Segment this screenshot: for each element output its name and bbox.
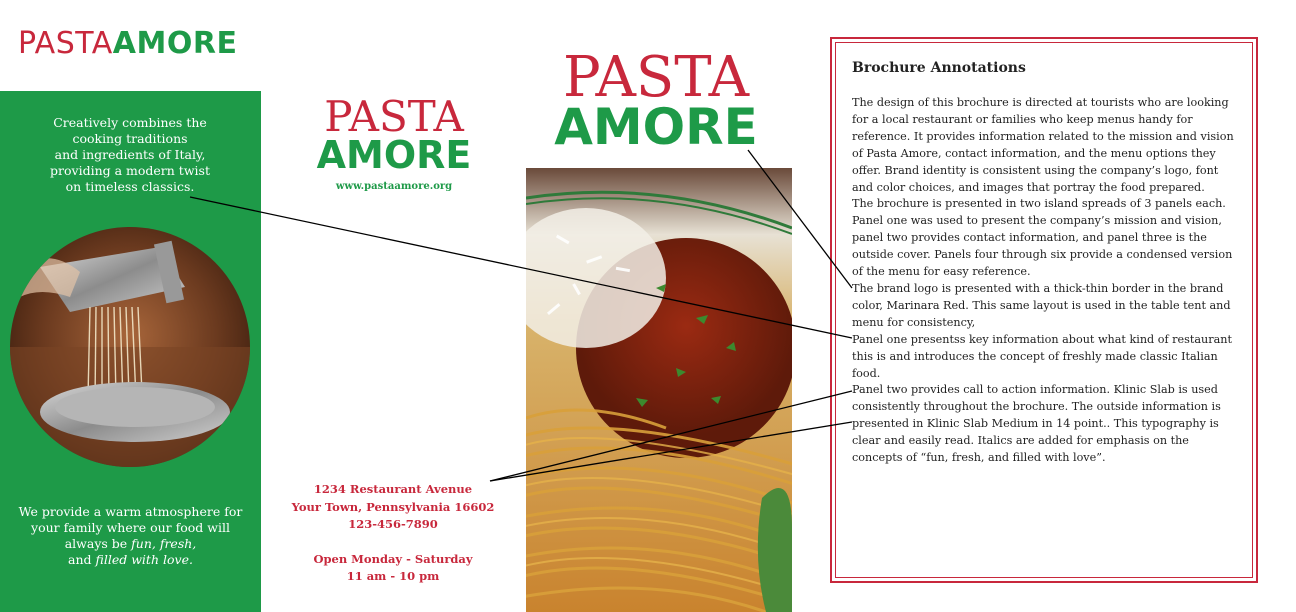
logo-amore-text: AMORE [554,98,758,156]
atmosphere-prefix: and [68,552,96,567]
atmosphere-line: We provide a warm atmosphere for [18,504,243,519]
tagline-line: cooking traditions [72,131,188,146]
atmosphere-emphasis: filled with love. [95,552,193,567]
logo-pasta-text: PASTA [562,45,750,110]
callout-line [490,391,852,481]
annotations-title: Brochure Annotations [852,60,1026,76]
annotation-paragraph: The brand logo is presented with a thick-thin border in the brand color, Marinara Red. This same layout is used in the table tent and menu for consistency, [852,281,1231,329]
hours-line: 11 am - 10 pm [346,569,440,583]
logo-amore-text: AMORE [112,26,238,61]
logo-pasta-text: PASTA [324,92,464,141]
tagline-line: and ingredients of Italy, [54,147,206,162]
callout-line [190,197,852,338]
callout-line [490,422,852,481]
atmosphere-emphasis: fun, fresh, [131,536,197,551]
atmosphere-line: your family where our food will [31,520,230,535]
callout-line [748,150,852,288]
tagline-line: providing a modern twist [50,163,210,178]
annotation-paragraph: The design of this brochure is directed at tourists who are looking for a local restaurant or families who keep menus handy for reference. It provides information related to the mission and vision of Pasta Amore, contact information, and the menu options they offer. Brand identity is consistent using the company’s logo, font and color choices, and images that portray the food prepared. [852,96,1234,194]
phone-number: 123-456-7890 [348,517,438,531]
logo-pasta-text: PASTA [18,26,113,61]
address-line: Your Town, Pennsylvania 16602 [291,499,495,514]
annotation-paragraph: The brochure is presented in two island spreads of 3 panels each. Panel one was used to present the company’s mission and vision, panel two provides contact information, and panel three is the outside cover. Panels four through six provide a condensed version of the menu for easy reference. [852,197,1233,279]
website-link[interactable]: www.pastaamore.org [335,181,453,192]
logo-amore-text: AMORE [316,133,472,177]
hours-line: Open Monday - Saturday [313,551,473,566]
annotation-paragraph: Panel two provides call to action information. Klinic Slab is used consistently throughout the brochure. The outside information is presented in Klinic Slab Medium in 14 point.. This typography is clear and easily read. Italics are added for emphasis on the concepts of “fun, fresh, and filled with love”. [852,383,1221,465]
tagline-line: on timeless classics. [65,179,195,194]
annotation-paragraph: Panel one presentss key information about what kind of restaurant this is and introduces the concept of freshly made classic Italian food. [852,332,1232,380]
tagline-line: Creatively combines the [53,115,207,130]
address-line: 1234 Restaurant Avenue [313,482,473,496]
atmosphere-prefix: always be [64,536,132,551]
